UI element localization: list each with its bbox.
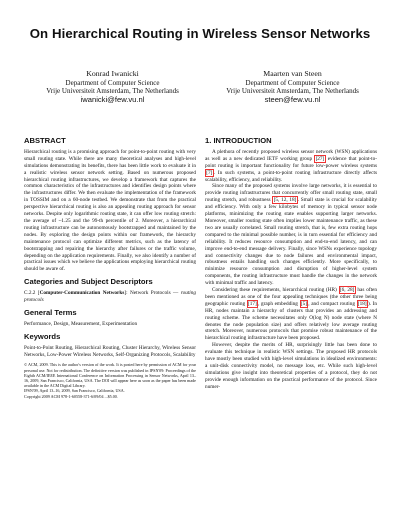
intro-paragraph-4: However, despite the merits of HR, surprisingly little has been done to evaluate this technique in realistic WSN settings. The proposed HR protocols have mostly been studied with high-level simulations in idealized environments: a unit-disk connectivity model, no message loss, etc. While such high-level simulations give insight into theoretical properties of a protocol, they do not provide enough information on the practical performance of the protocol. Since numer- [205, 342, 377, 390]
keywords-text: Point-to-Point Routing, Hierarchical Routing, Cluster Hierarchy, Wireless Sensor Networks, Low-Power Wireless Networks, Self-Organizing Protocols, Scalability [24, 344, 196, 358]
author-dept: Department of Computer Science [65, 78, 160, 87]
intro-paragraph-2: Since many of the proposed systems involve large networks, it is essential to provide routing infrastructures that concurrently offer small routing state, small routing stretch, and robustness [5, 12, 18]. Small state is crucial for scalability and efficiency. With only a few kilobytes of memory in typical sensor node platforms, minimizing the routing state enables supporting larger networks. Moreover, smaller routing state often implies lower maintenance traffic, as these two are usually correlated. Small routing stretch, that is, few extra routing hops compared to the minimal possible number, is in turn essential for efficiency and reliability. It reduces resource consumption and end-to-end latency, and can improve end-to-end message delivery. Finally, since WSNs experience topology and connectivity changes due to node failures and environmental impact, robustness entails handling such changes efficiently. More specifically, to minimize resource consumption and disruption of higher-level system components, the routing infrastructure must handle the changes in the network with minimal traffic and latency. [205, 183, 378, 287]
author-email: steen@few.vu.nl [264, 94, 321, 104]
right-column [205, 138, 377, 391]
keywords-heading: Keywords [24, 331, 61, 341]
categories-heading: Categories and Subject Descriptors [24, 277, 153, 287]
citation-link[interactable]: [17] [248, 300, 257, 307]
author-name: Konrad Iwanicki [86, 69, 139, 78]
introduction-heading: 1. INTRODUCTION [205, 136, 272, 145]
terms-heading: General Terms [24, 307, 77, 317]
abstract-text: Hierarchical routing is a promising approach for point-to-point routing with very small routing state. While there are many theoretical analyses and high-level simulations demonstrating its benefits, there has been little work to evaluate it in a realistic wireless sensor network setting. Based on numerous proposed hierarchical routing infrastructures, we develop a framework that captures the common characteristics of the infrastructures and identifies design points where the infrastructures differ. We then evaluate the implementation of the framework in TOSSIM and on a 60-node testbed. We demonstrate that from the practical perspective hierarchical routing is also an appealing routing approach for sensor networks. Despite only logarithmic routing state, it can offer low routing stretch: the average of ~1.25 and the 99-th percentile of 2. Moreover, a hierarchical routing infrastructure can be autonomously bootstrapped and maintained by the nodes. By exploring the design points within our framework, the hierarchy maintenance protocol can optimize different metrics, such as the latency of bootstrapping and repairing the hierarchy after failures or the traffic volume, depending on the application requirements. Finally, we also identify a number of practical issues which we believe the applications employing hierarchical routing should be aware of. [24, 148, 196, 273]
citation-link[interactable]: [6, 28] [339, 287, 355, 294]
author-dept: Department of Computer Science [245, 78, 340, 87]
citation-link[interactable]: [18] [357, 300, 367, 307]
terms-text: Performance, Design, Measurement, Experimentation [24, 320, 138, 327]
citation-link[interactable]: [27] [315, 155, 325, 162]
author-name: Maarten van Steen [263, 69, 322, 78]
author-block-1 [25, 70, 200, 104]
paper-title: On Hierarchical Routing in Wireless Sensor Networks [29, 26, 371, 41]
citation-link[interactable]: [5] [300, 300, 307, 307]
abstract-heading: ABSTRACT [24, 136, 66, 145]
citation-link[interactable]: [7] [206, 169, 213, 176]
intro-paragraph-1: A plethora of recently proposed wireless sensor network (WSN) applications as well as a new dedicated IETF working group [27] evidence that point-to-point routing is important functionality for future low-power wireless systems [7]. In such systems, a point-to-point routing infrastructure directly affects scalability, efficiency, and reliability. [205, 148, 377, 183]
author-univ: Vrije Universiteit Amsterdam, The Netherlands [226, 87, 359, 96]
categories-text: C.2.2 [Computer-Communication Networks]: Network Protocols — routing protocols [24, 290, 196, 304]
author-email: iwanicki@few.vu.nl [80, 94, 145, 104]
copyright-notice: © ACM, 2009. This is the author's version of the work. It is posted here by permission of ACM for your personal use. Not for redistribution. The definitive version was published in IPSN'09: Proceedings of the Eighth ACM/IEEE International Conference on Information Processing in Sensor Networks, April 13–16, 2009, San Francisco, California, USA. The DOI will appear here as soon as the paper has been made available in the ACM Digital Library. IPSN'09, April 13–16, 2009, San Francisco, California, USA. Copyright 2009 ACM 978-1-60558-371-6/09/04 ...$5.00. [24, 362, 196, 399]
author-univ: Vrije Universiteit Amsterdam, The Netherlands [46, 87, 179, 96]
left-column [24, 138, 196, 399]
citation-link[interactable]: [5, 12, 18] [273, 197, 297, 204]
author-block-2 [205, 70, 380, 104]
intro-paragraph-3: Considering these requirements, hierarchical routing (HR) [6, 28] has often been mentioned as one of the four appealing techniques (the other three being geographic routing [17], graph embedding [5], and compact routing [18]). In HR, nodes maintain a hierarchy of clusters that provides an addressing and routing scheme. The scheme necessitates only O(log N) node state (where N denotes the node population size) and offers relatively low average routing stretch. Moreover, numerous protocols that promise robust maintenance of the hierarchical routing infrastructure have been proposed. [205, 287, 378, 342]
